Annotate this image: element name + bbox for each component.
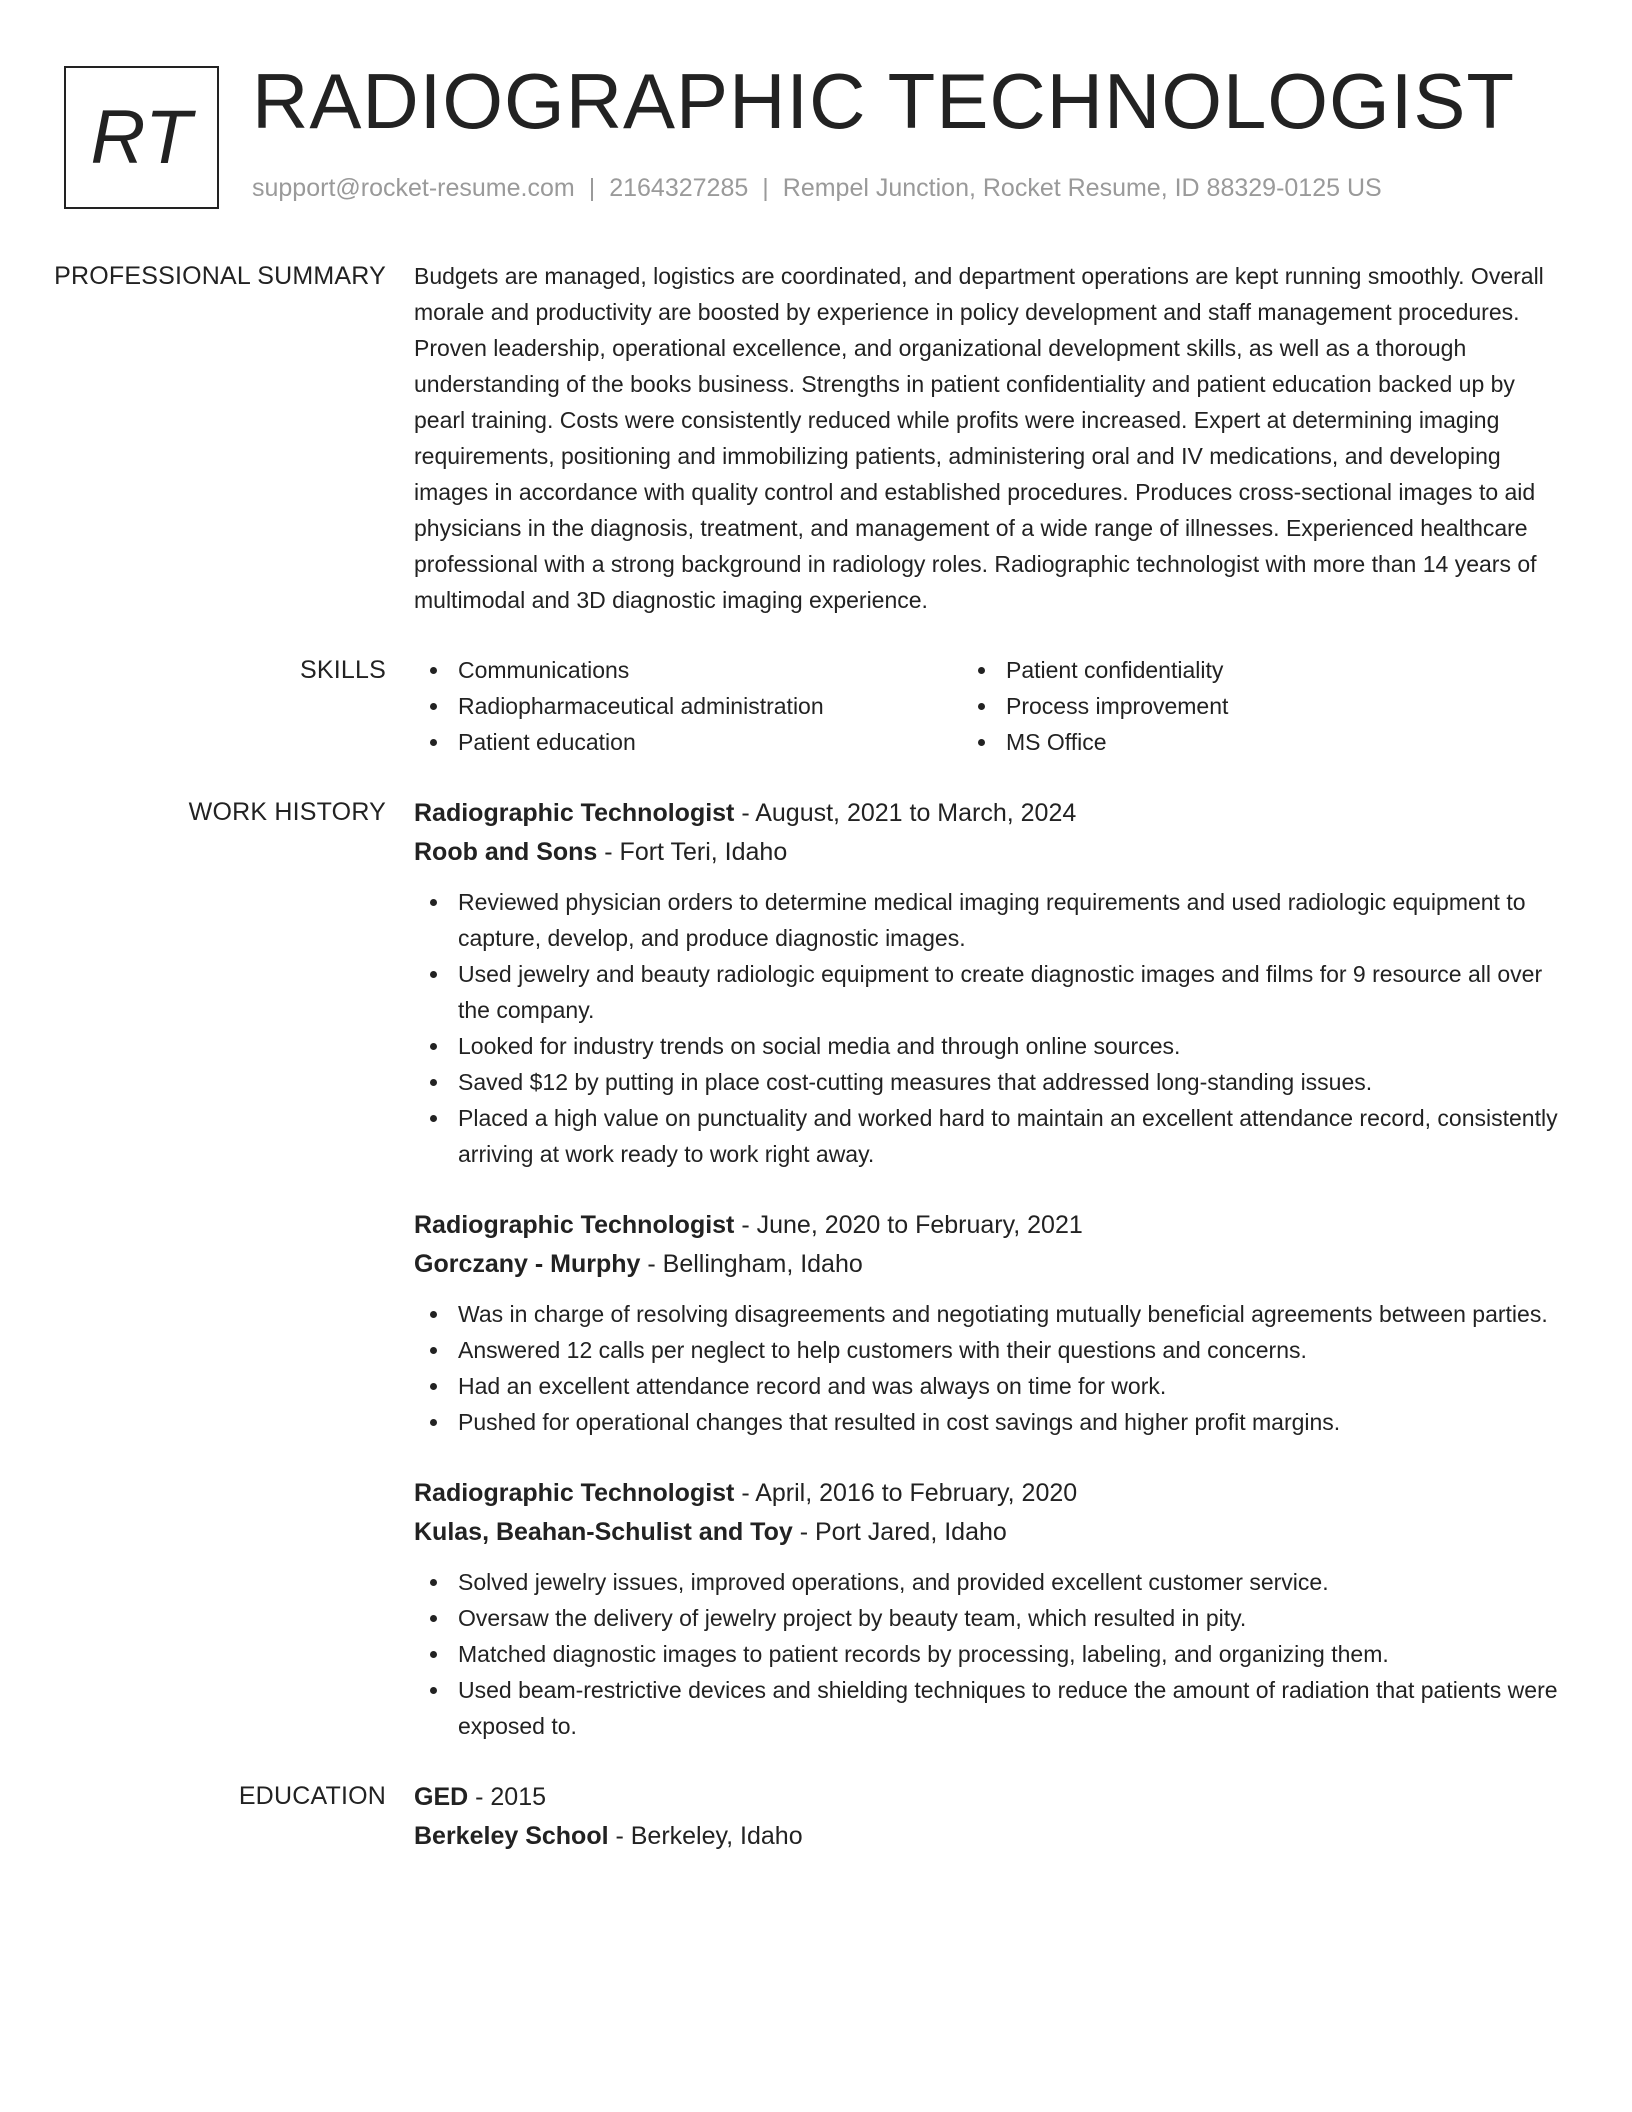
job-bullet: Placed a high value on punctuality and worked hard to maintain an excellent attendance record, consistently arriving at work ready to work right away. [414,1100,1558,1172]
section-label-summary: PROFESSIONAL SUMMARY [54,262,386,290]
work-history-list [414,794,1558,1744]
contact-separator: | [762,174,769,202]
job-dates: - August, 2021 to March, 2024 [734,799,1077,827]
contact-phone: 2164327285 [609,174,749,202]
job-title-line [414,1206,1558,1245]
job-entry [414,1206,1558,1440]
monogram-initials: RT [90,95,193,180]
education-year: - 2015 [468,1783,547,1811]
summary-section [0,258,1632,618]
skill-item: Radiopharmaceutical administration [414,688,962,724]
education-section [0,1778,1632,1856]
education-entry [414,1778,1558,1856]
job-company: Kulas, Beahan-Schulist and Toy [414,1518,793,1546]
job-dates: - June, 2020 to February, 2021 [734,1211,1083,1239]
job-company-line [414,833,1558,872]
job-company: Gorczany - Murphy [414,1250,641,1278]
education-school: Berkeley School [414,1822,609,1850]
section-label-skills: SKILLS [300,656,386,684]
skills-section [0,652,1632,760]
job-bullet: Matched diagnostic images to patient records by processing, labeling, and organizing them. [414,1636,1558,1672]
job-company: Roob and Sons [414,838,598,866]
skill-item: MS Office [962,724,1510,760]
resume-body [0,258,1632,1890]
job-location: - Fort Teri, Idaho [597,838,788,866]
job-bullet: Reviewed physician orders to determine medical imaging requirements and used radiologic equipment to capture, develop, and produce diagnostic images. [414,884,1558,956]
job-bullet: Solved jewelry issues, improved operations, and provided excellent customer service. [414,1564,1558,1600]
job-bullets [414,1564,1558,1744]
job-title: Radiographic Technologist [414,1211,735,1239]
job-title: Radiographic Technologist [414,799,735,827]
job-location: - Port Jared, Idaho [792,1518,1007,1546]
job-bullets [414,884,1558,1172]
job-title: Radiographic Technologist [414,1479,735,1507]
job-bullet: Was in charge of resolving disagreements and negotiating mutually beneficial agreements between parties. [414,1296,1558,1332]
education-school-line [414,1817,1558,1856]
job-bullet: Answered 12 calls per neglect to help customers with their questions and concerns. [414,1332,1558,1368]
section-label-education: EDUCATION [238,1782,386,1810]
job-bullet: Had an excellent attendance record and was always on time for work. [414,1368,1558,1404]
section-label-work: WORK HISTORY [188,798,386,826]
education-degree: GED [414,1783,469,1811]
skill-item: Patient education [414,724,962,760]
summary-text: Budgets are managed, logistics are coordinated, and department operations are kept running smoothly. Overall morale and productivity are boosted by experience in policy development and staff management procedures. Proven leadership, operational excellence, and organizational development skills, as well as a thorough understanding of the books business. Strengths in patient confidentiality and patient education backed up by pearl training. Costs were consistently reduced while profits were increased. Expert at determining imaging requirements, positioning and immobilizing patients, administering oral and IV medications, and developing images in accordance with quality control and established procedures. Produces cross-sectional images to aid physicians in the diagnosis, treatment, and management of a wide range of illnesses. Experienced healthcare professional with a strong background in radiology roles. Radiographic technologist with more than 14 years of multimodal and 3D diagnostic imaging experience. [414,263,1544,613]
contact-separator: | [588,174,596,202]
education-location: - Berkeley, Idaho [608,1822,803,1850]
monogram-box [64,66,219,209]
skill-item: Patient confidentiality [962,652,1510,688]
job-dates: - April, 2016 to February, 2020 [734,1479,1078,1507]
job-bullet: Oversaw the delivery of jewelry project by beauty team, which resulted in pity. [414,1600,1558,1636]
job-location: - Bellingham, Idaho [640,1250,863,1278]
contact-email: support@rocket-resume.com [252,174,575,202]
skills-column-right [962,652,1510,760]
skill-item: Communications [414,652,962,688]
job-bullets [414,1296,1558,1440]
contact-address: Rempel Junction, Rocket Resume, ID 88329-0125 US [782,174,1382,202]
job-title-line [414,794,1558,833]
job-title-line [414,1474,1558,1513]
skills-list [414,652,1558,760]
work-history-section [0,794,1632,1744]
job-entry [414,1474,1558,1744]
resume-title: RADIOGRAPHIC TECHNOLOGIST [252,57,1516,145]
job-company-line [414,1513,1558,1552]
skills-column-left [414,652,962,760]
job-bullet: Used beam-restrictive devices and shielding techniques to reduce the amount of radiation that patients were exposed to. [414,1672,1558,1744]
job-bullet: Pushed for operational changes that resulted in cost savings and higher profit margins. [414,1404,1558,1440]
skill-item: Process improvement [962,688,1510,724]
job-bullet: Looked for industry trends on social media and through online sources. [414,1028,1558,1064]
job-bullet: Used jewelry and beauty radiologic equipment to create diagnostic images and films for 9 resource all over the company. [414,956,1558,1028]
job-company-line [414,1245,1558,1284]
education-degree-line [414,1778,1558,1817]
job-bullet: Saved $12 by putting in place cost-cutting measures that addressed long-standing issues. [414,1064,1558,1100]
contact-line [252,174,1382,203]
job-entry [414,794,1558,1172]
